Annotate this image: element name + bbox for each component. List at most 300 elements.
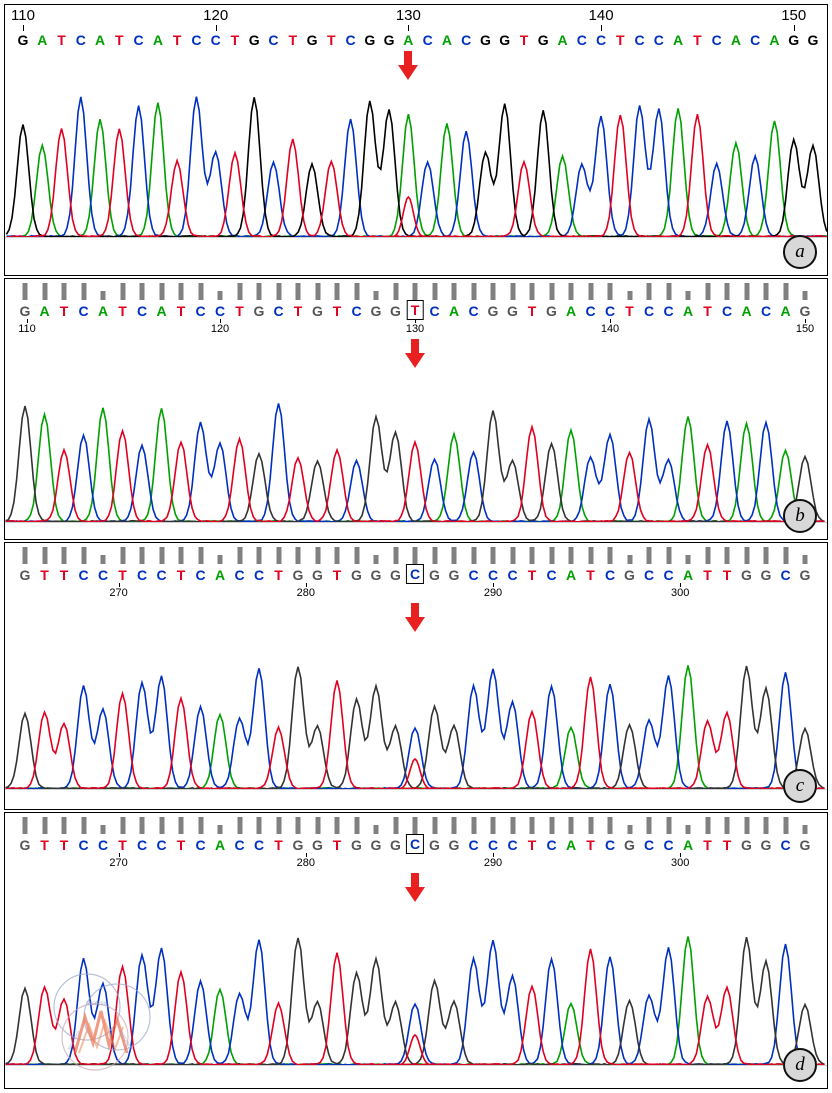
quality-bar [510,283,515,300]
base-call: C [604,303,616,319]
quality-bar [393,817,398,834]
base-call: C [351,303,362,319]
mutation-arrow-d [405,873,425,903]
base-call: C [507,567,518,583]
svg-text:genomics: genomics [117,1029,134,1052]
quality-bar [335,817,340,834]
position-label: 270 [109,587,128,599]
base-call: C [760,303,772,319]
base-call: C [585,303,596,319]
base-call: G [760,567,772,583]
ruler-tick-label: 130 [395,7,421,24]
panel-a-ruler [5,5,827,31]
quality-bar [452,283,457,300]
panel-c-trace [5,635,827,805]
base-call: G [760,837,772,853]
base-call: C [195,303,206,319]
quality-bar [588,547,593,564]
base-call: T [274,567,283,583]
sequence-base: A [769,32,780,48]
sequence-base: G [788,32,800,48]
panel-label-d: d [783,1048,817,1082]
base-call: G [390,567,401,583]
position-label: 140 [600,323,620,335]
base-call: T [722,837,732,853]
quality-bar [23,817,28,834]
mutation-arrow-c [405,603,425,633]
sequence-base: A [557,32,568,48]
sequence-base: C [345,32,356,48]
base-call: G [351,567,362,583]
quality-bar [120,547,125,564]
trace-line-T [6,677,825,789]
base-call: G [370,303,382,319]
base-call: G [429,567,440,583]
quality-bar [101,555,106,564]
quality-bar [627,291,632,300]
base-call: G [799,567,811,583]
base-call: C [604,567,616,583]
base-call: A [741,303,752,319]
position-label: 300 [671,587,690,599]
base-call: T [703,837,712,853]
quality-bar [744,283,749,300]
base-call: C [429,303,440,319]
base-call: T [40,567,49,583]
base-call: C [97,837,109,853]
sequence-base: G [383,32,395,48]
position-tick [493,583,494,587]
base-call: T [59,303,69,319]
base-call: G [312,567,323,583]
base-call: G [19,567,31,583]
quality-bar [257,817,262,834]
position-tick [27,319,28,323]
quality-bar [647,817,652,834]
panel-a [4,4,828,276]
panel-d [4,812,828,1089]
sequence-base: G [807,32,819,48]
position-tick [119,583,120,587]
position-label: 110 [18,323,36,335]
mutation-arrow-a [398,51,418,81]
base-call: C [78,303,89,319]
quality-bar [686,825,691,834]
position-tick [220,319,221,323]
quality-bar [81,547,86,564]
base-call: C [78,837,89,853]
quality-bar [686,291,691,300]
sequence-base: C [422,32,433,48]
quality-bar [725,817,730,834]
quality-bar [42,547,47,564]
quality-bar [491,817,496,834]
quality-bar [101,825,106,834]
svg-text:sequence: sequence [66,1029,83,1052]
quality-bar [198,283,203,300]
base-call: C [643,303,655,319]
trace-line-T [6,427,825,522]
base-call: T [586,837,595,853]
panel-d-basecalls [5,813,827,875]
sequence-base: C [268,32,279,48]
base-call: G [507,303,518,319]
position-tick [680,583,681,587]
base-call: C [468,837,479,853]
quality-bar [198,817,203,834]
sequence-base: C [750,32,761,48]
sequence-base: G [537,32,549,48]
base-call: C [663,303,674,319]
sequence-base: C [653,32,664,48]
quality-bar [120,283,125,300]
arrow-head [405,353,425,368]
base-call: G [487,303,499,319]
base-call: T [527,837,537,853]
base-call: C [195,567,206,583]
base-call: A [565,303,577,319]
panel-b-trace [5,371,827,536]
quality-bar [510,547,515,564]
panel-label-c: c [783,769,817,803]
base-call: G [312,303,323,319]
base-call: C [136,567,148,583]
panel-b-arrow-row [5,341,827,371]
base-call: T [293,303,303,319]
boxed-base-call: C [406,834,424,854]
base-call: G [19,303,31,319]
quality-bar [315,547,320,564]
position-tick [493,853,494,857]
sequence-base: A [37,32,48,48]
quality-bar [276,547,281,564]
quality-bar [393,547,398,564]
quality-bar [569,547,574,564]
sequence-base: A [673,32,684,48]
base-call: G [351,837,362,853]
position-label: 290 [483,857,503,869]
base-call: C [156,837,167,853]
base-call: C [487,567,499,583]
quality-bar [647,283,652,300]
base-call: T [274,837,283,853]
quality-bar [608,817,613,834]
quality-bar [491,547,496,564]
base-call: C [136,837,148,853]
quality-bar [276,283,281,300]
quality-bar [393,283,398,300]
quality-bar [549,547,554,564]
base-call: C [78,567,89,583]
quality-bar [296,547,301,564]
ruler-tick-label: 150 [781,7,807,24]
quality-bar [218,291,223,300]
position-label: 280 [296,587,315,599]
panel-b-basecalls [5,279,827,341]
sequence-base: T [230,32,240,48]
position-label: 300 [671,857,690,869]
quality-bar [803,555,808,564]
quality-bar [315,283,320,300]
trace-line-T [6,949,825,1065]
quality-bar [62,283,67,300]
quality-bar [179,817,184,834]
quality-bar [140,547,145,564]
sequence-base: T [327,32,336,48]
sequence-base: T [616,32,625,48]
quality-bar [783,817,788,834]
quality-bar [140,817,145,834]
quality-bar [627,825,632,834]
base-call: A [565,837,577,853]
base-call: A [214,567,226,583]
base-call: G [624,567,635,583]
position-tick [805,319,806,323]
base-call: G [312,837,323,853]
quality-bar [471,817,476,834]
sequence-base: A [441,32,452,48]
position-label: 120 [210,323,230,335]
quality-bar [744,547,749,564]
base-call: T [235,303,244,319]
svg-text:analysis: analysis [86,1001,108,1007]
quality-bar [530,547,535,564]
quality-bar [159,283,164,300]
quality-bar [491,283,496,300]
quality-bar [218,555,223,564]
quality-bar [81,817,86,834]
sequence-base: G [499,32,511,48]
quality-bar [315,817,320,834]
base-call: C [643,567,655,583]
quality-bar [530,817,535,834]
base-call: A [682,303,694,319]
base-call: T [59,837,69,853]
position-label: 280 [296,857,315,869]
base-call: G [370,567,382,583]
position-tick [415,319,416,323]
panel-b [4,278,828,540]
quality-bar [510,817,515,834]
base-call: C [195,837,206,853]
sequence-base: A [95,32,106,48]
base-call: T [332,567,342,583]
sequence-base: C [210,32,221,48]
boxed-base-call: C [406,564,424,584]
quality-bar [374,825,379,834]
base-call: C [468,567,479,583]
base-call: T [527,567,537,583]
base-call: T [586,567,595,583]
panel-d-trace [5,905,827,1083]
quality-bar [647,547,652,564]
quality-bar [803,825,808,834]
quality-bar [179,547,184,564]
quality-bar [81,283,86,300]
base-call: A [39,303,50,319]
base-call: C [273,303,284,319]
quality-bar [764,283,769,300]
quality-bar [354,817,359,834]
mutation-arrow-b [405,339,425,369]
quality-bar [432,547,437,564]
base-call: T [118,837,127,853]
base-call: C [604,837,616,853]
base-call: C [546,837,557,853]
sequence-base: C [133,32,144,48]
quality-bar [666,817,671,834]
sequence-base: C [191,32,202,48]
position-tick [680,853,681,857]
quality-bar [413,547,418,564]
quality-bar [452,547,457,564]
base-call: G [741,567,752,583]
quality-bar [666,547,671,564]
base-call: T [722,567,732,583]
quality-bar [588,283,593,300]
base-call: G [799,837,811,853]
quality-bar [413,283,418,300]
quality-bar [335,283,340,300]
panel-c [4,542,828,810]
quality-bar [413,817,418,834]
base-call: G [390,303,401,319]
base-call: T [118,567,127,583]
sequence-base: C [461,32,472,48]
sequence-base: T [57,32,66,48]
quality-bar [803,291,808,300]
sequence-base: T [288,32,298,48]
base-call: C [663,837,674,853]
panel-label-b: b [783,499,817,533]
quality-bar [374,555,379,564]
sequence-base: C [711,32,722,48]
sequence-base: G [17,32,29,48]
sequence-base: T [519,32,529,48]
position-tick [306,853,307,857]
sequence-base: G [479,32,491,48]
base-call: G [799,303,811,319]
panel-d-arrow-row [5,875,827,905]
arrow-head [405,887,425,902]
quality-bar [549,817,554,834]
base-call: C [487,837,499,853]
quality-bar [296,817,301,834]
sequence-base: C [634,32,645,48]
base-call: C [663,567,674,583]
sequence-base: G [306,32,318,48]
base-call: T [176,837,186,853]
arrow-head [398,65,418,80]
sequence-base: A [403,32,414,48]
quality-bar [237,547,242,564]
base-call: A [682,567,694,583]
quality-bar [335,547,340,564]
base-call: C [253,567,265,583]
sequence-base: A [730,32,741,48]
ruler-tick-label: 140 [588,7,614,24]
base-call: G [19,837,31,853]
panel-a-sequence [5,31,827,53]
quality-bar [432,283,437,300]
base-call: T [176,567,186,583]
quality-bar [432,817,437,834]
quality-bar [686,555,691,564]
position-tick [306,583,307,587]
quality-bar [569,817,574,834]
sequence-base: A [152,32,163,48]
base-call: A [780,303,791,319]
base-call: G [253,303,265,319]
quality-bar [276,817,281,834]
base-call: A [97,303,109,319]
panel-label-a: a [783,235,817,269]
base-call: C [234,837,245,853]
quality-bar [62,547,67,564]
quality-bar [666,283,671,300]
base-call: G [429,837,440,853]
quality-bar [218,825,223,834]
quality-bar [354,547,359,564]
quality-bar [257,547,262,564]
trace-line-het [389,197,428,237]
base-call: C [253,837,265,853]
position-label: 130 [405,323,425,335]
base-call: C [97,567,109,583]
base-call: T [332,303,342,319]
sequence-base: T [115,32,124,48]
base-call: G [546,303,557,319]
base-call: A [156,303,167,319]
sequence-base: T [172,32,182,48]
quality-bar [725,547,730,564]
quality-bar [471,547,476,564]
sequence-base: C [576,32,587,48]
quality-bar [237,817,242,834]
sequence-base: C [75,32,86,48]
base-call: T [118,303,127,319]
base-call: A [682,837,694,853]
base-call: G [448,567,460,583]
quality-bar [764,817,769,834]
quality-bar [120,817,125,834]
quality-bar [588,817,593,834]
quality-bar [705,283,710,300]
quality-bar [783,283,788,300]
base-call: C [507,837,518,853]
base-call: C [234,567,245,583]
quality-bar [608,547,613,564]
sequence-base: T [693,32,702,48]
quality-bar [471,283,476,300]
quality-bar [608,283,613,300]
ruler-tick-label: 110 [11,7,35,24]
quality-bar [101,291,106,300]
base-call: G [370,837,382,853]
base-call: A [214,837,226,853]
base-call: G [448,837,460,853]
quality-bar [627,555,632,564]
base-call: G [292,567,304,583]
quality-bar [296,283,301,300]
quality-bar [374,291,379,300]
arrow-head [405,617,425,632]
base-call: G [292,837,304,853]
quality-bar [159,817,164,834]
quality-bar [23,283,28,300]
quality-bar [23,547,28,564]
base-call: T [527,303,537,319]
